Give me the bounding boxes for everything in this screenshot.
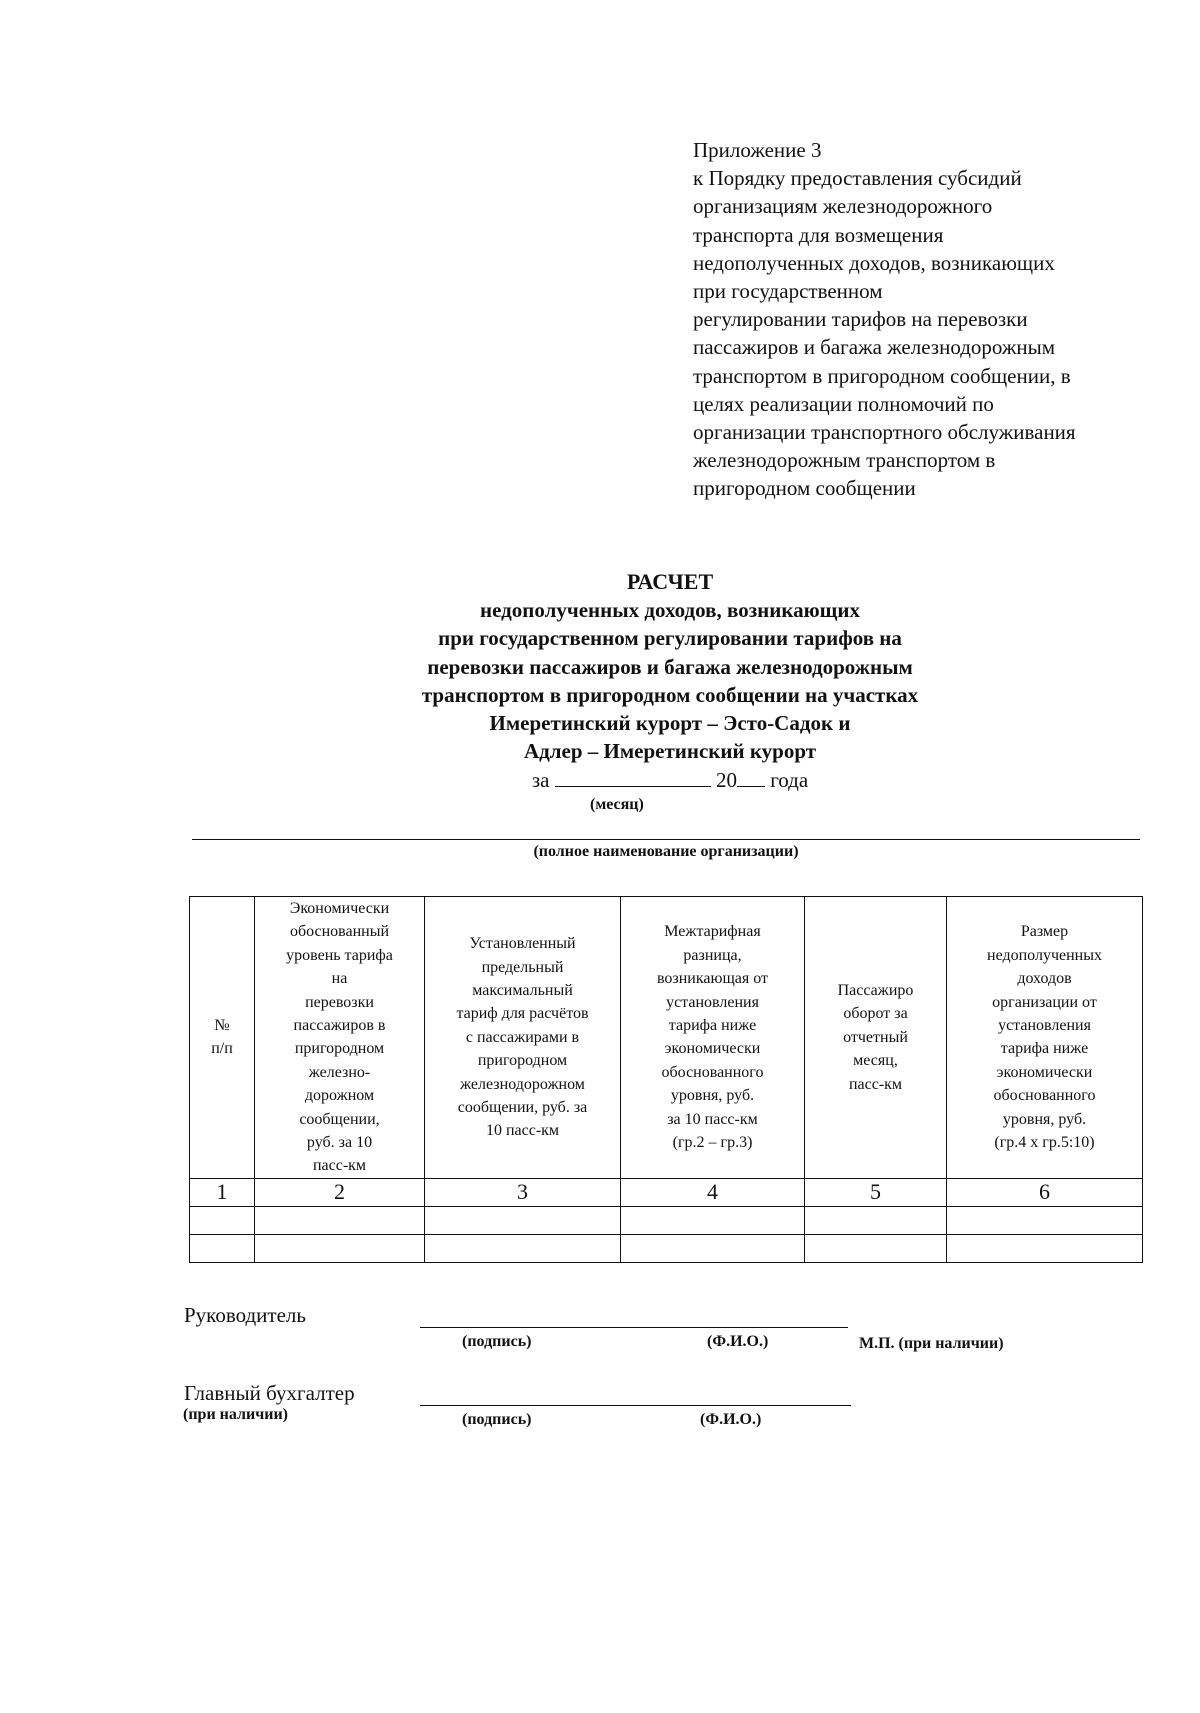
table-row (190, 1234, 1143, 1262)
head-label: Руководитель (184, 1303, 306, 1327)
accountant-label: Главный бухгалтер (184, 1381, 355, 1405)
title-line: Имеретинский курорт – Эсто-Садок и (489, 711, 851, 736)
organization-caption: (полное наименование организации) (533, 843, 799, 860)
table-header-row (190, 897, 1143, 1179)
organization-name-field[interactable] (192, 839, 1140, 840)
header-col-2: Экономически обоснованный уровень тарифа на перевозки пассажиров в пригородном железно- дорожном сообщении, руб. за 10 пасс-км (255, 897, 425, 1179)
period-year-prefix: 20 (715, 768, 737, 792)
document-title (190, 568, 1150, 765)
appendix-line: Приложение 3 (693, 138, 822, 162)
appendix-line: при государственном (693, 279, 883, 304)
appendix-line: транспортом в пригородном сообщении, в (693, 363, 1071, 388)
head-name-caption: (Ф.И.О.) (707, 1333, 769, 1350)
title-line: перевозки пассажиров и багажа железнодорожным (427, 654, 913, 679)
column-number: 6 (947, 1178, 1143, 1206)
accountant-signature-field[interactable] (420, 1405, 851, 1406)
month-blank-field[interactable] (555, 768, 711, 787)
title-line: транспортом в пригородном сообщении на участках (421, 682, 919, 707)
header-col-4: Межтарифная разница, возникающая от установления тарифа ниже экономически обоснованного уровня, руб. за 10 пасс-км (гр.2 – гр.3) (621, 897, 805, 1179)
period-line (190, 768, 1150, 793)
appendix-line: организациям железнодорожного (693, 194, 993, 219)
period-prefix: за (531, 768, 550, 792)
accountant-note: (при наличии) (183, 1406, 289, 1423)
header-col-1: № п/п (190, 897, 255, 1179)
table-cell[interactable] (621, 1206, 805, 1234)
title-line: недополученных доходов, возникающих (479, 598, 860, 623)
header-col-3: Установленный предельный максимальный тариф для расчётов с пассажирами в пригородном железнодорожном сообщении, руб. за 10 пасс-км (425, 897, 621, 1179)
head-signature-field[interactable] (420, 1327, 848, 1328)
column-number: 2 (255, 1178, 425, 1206)
period-suffix: года (770, 768, 809, 792)
month-caption: (месяц) (590, 796, 644, 813)
appendix-line: целях реализации полномочий по (693, 391, 994, 416)
stamp-caption: М.П. (при наличии) (859, 1335, 1004, 1352)
appendix-note (693, 136, 1173, 503)
appendix-line: организации транспортного обслуживания (693, 420, 1076, 445)
column-number: 3 (425, 1178, 621, 1206)
appendix-line: к Порядку предоставления субсидий (693, 166, 1022, 191)
table-cell[interactable] (425, 1206, 621, 1234)
table-cell[interactable] (190, 1206, 255, 1234)
table-cell[interactable] (805, 1234, 947, 1262)
table-cell[interactable] (190, 1234, 255, 1262)
appendix-line: пригородном сообщении (693, 476, 916, 501)
table-cell[interactable] (425, 1234, 621, 1262)
accountant-signature-caption: (подпись) (462, 1411, 532, 1428)
header-col-5: Пассажиро оборот за отчетный месяц, пасс-км (805, 897, 947, 1179)
table-cell[interactable] (255, 1234, 425, 1262)
title-line: при государственном регулировании тарифов на (438, 626, 902, 651)
table-cell[interactable] (805, 1206, 947, 1234)
column-number: 1 (190, 1178, 255, 1206)
table-cell[interactable] (621, 1234, 805, 1262)
title-main: РАСЧЕТ (626, 569, 714, 594)
accountant-name-caption: (Ф.И.О.) (700, 1411, 762, 1428)
title-line: Адлер – Имеретинский курорт (523, 739, 817, 764)
appendix-line: регулировании тарифов на перевозки (693, 307, 1028, 332)
appendix-line: недополученных доходов, возникающих (693, 250, 1055, 275)
column-number-row (190, 1178, 1143, 1206)
head-signature-caption: (подпись) (462, 1333, 532, 1350)
calculation-table (189, 896, 1143, 1263)
column-number: 4 (621, 1178, 805, 1206)
column-number: 5 (805, 1178, 947, 1206)
year-blank-field[interactable] (737, 768, 765, 787)
appendix-line: железнодорожным транспортом в (693, 448, 996, 473)
header-col-6: Размер недополученных доходов организации от установления тарифа ниже экономически обоснованного уровня, руб. (гр.4 х гр.5:10) (947, 897, 1143, 1179)
table-cell[interactable] (947, 1206, 1143, 1234)
table-row (190, 1206, 1143, 1234)
appendix-line: транспорта для возмещения (693, 222, 944, 247)
table-cell[interactable] (947, 1234, 1143, 1262)
table-cell[interactable] (255, 1206, 425, 1234)
appendix-line: пассажиров и багажа железнодорожным (693, 335, 1056, 360)
